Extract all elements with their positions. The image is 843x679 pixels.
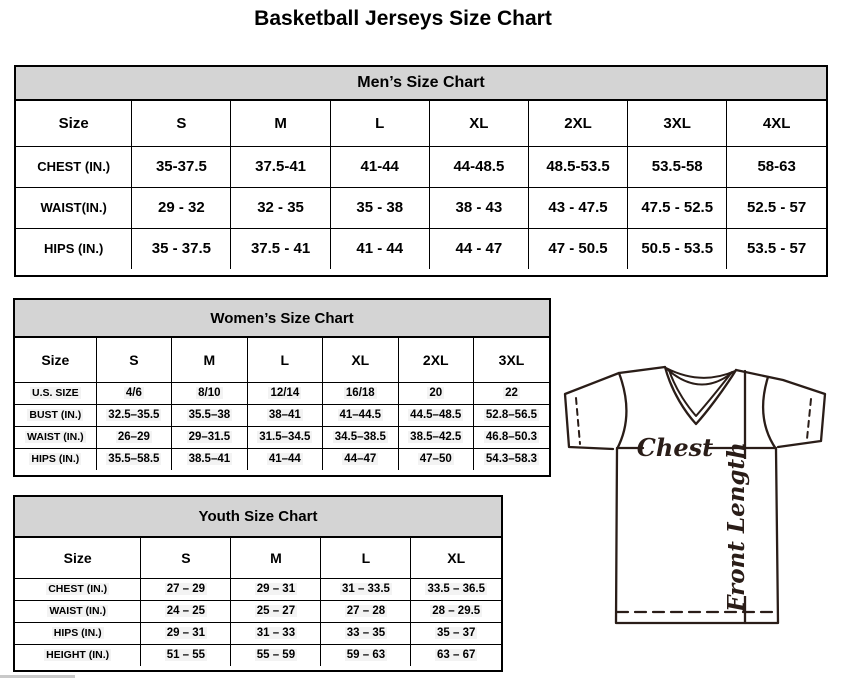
youth-value-cell: 33.5 – 36.5 (411, 578, 501, 600)
mens-value-cell: 50.5 - 53.5 (628, 228, 727, 269)
youth-value-cell: 25 – 27 (231, 600, 321, 622)
youth-value-cell: 29 – 31 (141, 622, 231, 644)
jersey-left-cuff-dashes (576, 398, 580, 444)
mens-value-cell: 37.5-41 (231, 146, 330, 187)
youth-value-cell: 29 – 31 (231, 578, 321, 600)
mens-value-cell: 35 - 38 (330, 187, 429, 228)
youth-col-header-l: L (321, 538, 411, 578)
mens-size-table (16, 101, 826, 269)
youth-value-cell: 51 – 55 (141, 644, 231, 666)
youth-value-cell: 33 – 35 (321, 622, 411, 644)
mens-col-header-size: Size (16, 101, 132, 146)
womens-row-label: HIPS (IN.) (15, 448, 96, 470)
jersey-left-seam (617, 373, 626, 449)
youth-row-waistin (15, 600, 501, 622)
mens-value-cell: 44 - 47 (429, 228, 528, 269)
youth-row-heightin (15, 644, 501, 666)
mens-col-header-l: L (330, 101, 429, 146)
jersey-right-cuff-dashes (807, 399, 811, 439)
youth-col-header-m: M (231, 538, 321, 578)
mens-col-header-4xl: 4XL (727, 101, 826, 146)
youth-value-cell: 31 – 33 (231, 622, 321, 644)
womens-value-cell: 20 (398, 382, 473, 404)
womens-size-chart-title: Women’s Size Chart (15, 300, 549, 338)
womens-value-cell: 16/18 (323, 382, 398, 404)
womens-value-cell: 4/6 (96, 382, 171, 404)
youth-value-cell: 63 – 67 (411, 644, 501, 666)
womens-row-label: U.S. SIZE (15, 382, 96, 404)
womens-row-hipsin (15, 448, 549, 470)
womens-value-cell: 46.8–50.3 (474, 426, 550, 448)
youth-row-hipsin (15, 622, 501, 644)
womens-value-cell: 41–44.5 (323, 404, 398, 426)
mens-value-cell: 32 - 35 (231, 187, 330, 228)
womens-col-header-s: S (96, 338, 171, 382)
chest-label: Chest (636, 433, 714, 462)
womens-col-header-m: M (172, 338, 247, 382)
mens-value-cell: 41 - 44 (330, 228, 429, 269)
youth-value-cell: 28 – 29.5 (411, 600, 501, 622)
mens-col-header-3xl: 3XL (628, 101, 727, 146)
womens-size-chart (13, 298, 551, 477)
mens-value-cell: 53.5 - 57 (727, 228, 826, 269)
youth-value-cell: 27 – 29 (141, 578, 231, 600)
youth-col-header-s: S (141, 538, 231, 578)
youth-value-cell: 24 – 25 (141, 600, 231, 622)
mens-value-cell: 47 - 50.5 (528, 228, 627, 269)
mens-column-header-row (16, 101, 826, 146)
womens-value-cell: 32.5–35.5 (96, 404, 171, 426)
mens-value-cell: 44-48.5 (429, 146, 528, 187)
mens-row-label: WAIST(IN.) (16, 187, 132, 228)
womens-value-cell: 38–41 (247, 404, 322, 426)
womens-row-label: BUST (IN.) (15, 404, 96, 426)
mens-value-cell: 41-44 (330, 146, 429, 187)
womens-value-cell: 35.5–58.5 (96, 448, 171, 470)
jersey-right-seam (763, 377, 776, 449)
youth-row-label: WAIST (IN.) (15, 600, 141, 622)
womens-value-cell: 44–47 (323, 448, 398, 470)
womens-row-label: WAIST (IN.) (15, 426, 96, 448)
youth-value-cell: 35 – 37 (411, 622, 501, 644)
youth-size-chart-title: Youth Size Chart (15, 497, 501, 538)
womens-col-header-2xl: 2XL (398, 338, 473, 382)
womens-value-cell: 8/10 (172, 382, 247, 404)
womens-value-cell: 38.5–41 (172, 448, 247, 470)
page-title: Basketball Jerseys Size Chart (254, 7, 552, 30)
womens-value-cell: 35.5–38 (172, 404, 247, 426)
womens-col-header-l: L (247, 338, 322, 382)
mens-value-cell: 29 - 32 (132, 187, 231, 228)
youth-column-header-row (15, 538, 501, 578)
womens-value-cell: 34.5–38.5 (323, 426, 398, 448)
youth-row-label: HEIGHT (IN.) (15, 644, 141, 666)
youth-size-table (15, 538, 501, 666)
mens-size-chart-title: Men’s Size Chart (16, 67, 826, 101)
mens-value-cell: 58-63 (727, 146, 826, 187)
mens-col-header-xl: XL (429, 101, 528, 146)
mens-value-cell: 48.5-53.5 (528, 146, 627, 187)
bottom-left-gray-bar (0, 675, 75, 678)
youth-value-cell: 31 – 33.5 (321, 578, 411, 600)
womens-col-header-xl: XL (323, 338, 398, 382)
mens-row-hipsin (16, 228, 826, 269)
youth-col-header-xl: XL (411, 538, 501, 578)
mens-value-cell: 37.5 - 41 (231, 228, 330, 269)
mens-value-cell: 52.5 - 57 (727, 187, 826, 228)
youth-row-label: HIPS (IN.) (15, 622, 141, 644)
womens-col-header-size: Size (15, 338, 96, 382)
youth-value-cell: 59 – 63 (321, 644, 411, 666)
womens-value-cell: 31.5–34.5 (247, 426, 322, 448)
womens-row-bustin (15, 404, 549, 426)
womens-value-cell: 12/14 (247, 382, 322, 404)
mens-row-waistin (16, 187, 826, 228)
jersey-measurement-diagram (555, 360, 843, 660)
womens-value-cell: 44.5–48.5 (398, 404, 473, 426)
mens-col-header-m: M (231, 101, 330, 146)
womens-size-table (15, 338, 549, 470)
mens-value-cell: 43 - 47.5 (528, 187, 627, 228)
womens-column-header-row (15, 338, 549, 382)
youth-row-label: CHEST (IN.) (15, 578, 141, 600)
front-length-label: Front Length (723, 442, 750, 612)
mens-col-header-s: S (132, 101, 231, 146)
mens-row-label: CHEST (IN.) (16, 146, 132, 187)
mens-row-chestin (16, 146, 826, 187)
youth-row-chestin (15, 578, 501, 600)
youth-col-header-size: Size (15, 538, 141, 578)
youth-size-chart (13, 495, 503, 672)
mens-value-cell: 35 - 37.5 (132, 228, 231, 269)
womens-row-waistin (15, 426, 549, 448)
womens-row-ussize (15, 382, 549, 404)
youth-value-cell: 27 – 28 (321, 600, 411, 622)
mens-col-header-2xl: 2XL (528, 101, 627, 146)
womens-col-header-3xl: 3XL (474, 338, 550, 382)
womens-value-cell: 22 (474, 382, 550, 404)
mens-row-label: HIPS (IN.) (16, 228, 132, 269)
mens-value-cell: 35-37.5 (132, 146, 231, 187)
womens-value-cell: 38.5–42.5 (398, 426, 473, 448)
mens-value-cell: 53.5-58 (628, 146, 727, 187)
jersey-right-sleeve (736, 370, 825, 447)
mens-size-chart (14, 65, 828, 277)
youth-value-cell: 55 – 59 (231, 644, 321, 666)
womens-value-cell: 47–50 (398, 448, 473, 470)
mens-value-cell: 38 - 43 (429, 187, 528, 228)
womens-value-cell: 41–44 (247, 448, 322, 470)
womens-value-cell: 26–29 (96, 426, 171, 448)
mens-value-cell: 47.5 - 52.5 (628, 187, 727, 228)
womens-value-cell: 54.3–58.3 (474, 448, 550, 470)
womens-value-cell: 29–31.5 (172, 426, 247, 448)
womens-value-cell: 52.8–56.5 (474, 404, 550, 426)
